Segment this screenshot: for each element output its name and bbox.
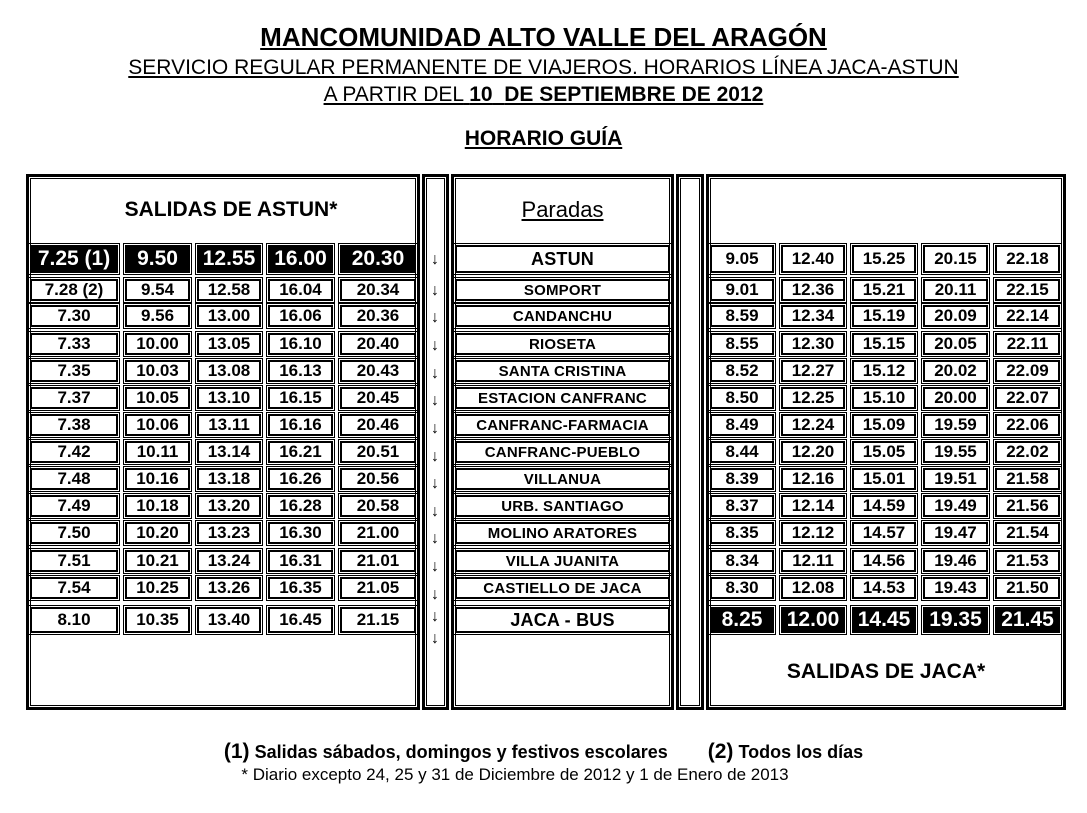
down-arrow-icon: ↓ [431,365,439,382]
down-arrow-icon: ↓ [431,475,439,492]
stop-name-cell: CANFRANC-PUEBLO [455,441,670,463]
astun-time-cell: 20.56 [340,468,416,490]
down-arrow-icon: ↓ [431,251,439,268]
jaca-time-cell: 21.56 [995,495,1060,517]
jaca-time-cell: 15.19 [852,305,916,327]
jaca-time-cell: 14.56 [852,550,916,572]
jaca-time-cell: 14.57 [852,522,916,544]
jaca-time-cell: 21.54 [995,522,1060,544]
document-subtitle: SERVICIO REGULAR PERMANENTE DE VIAJEROS. HORARIOS LÍNEA JACA-ASTUN [128,56,959,79]
jaca-time-cell: 12.16 [781,468,845,490]
jaca-time-cell: 19.59 [923,414,988,436]
astun-time-cell: 20.45 [340,387,416,409]
stop-name-cell: RIOSETA [455,333,670,355]
jaca-time-cell: 12.20 [781,441,845,463]
jaca-time-cell: 12.27 [781,360,845,382]
jaca-time-cell: 8.39 [710,468,774,490]
astun-time-cell: 20.51 [340,441,416,463]
astun-time-cell: 13.11 [197,414,261,436]
stop-name-cell: VILLA JUANITA [455,550,670,572]
down-arrow-icon: ↓ [431,420,439,437]
astun-time-cell: 10.18 [125,495,190,517]
jaca-time-cell: 15.09 [852,414,916,436]
stop-name-cell: CASTIELLO DE JACA [455,577,670,599]
astun-time-cell: 16.45 [268,607,333,633]
astun-time-cell: 8.10 [30,607,118,633]
down-arrow-icon: ↓ [431,337,439,354]
jaca-time-cell: 8.50 [710,387,774,409]
astun-time-cell: 13.00 [197,305,261,327]
astun-time-cell: 13.23 [197,522,261,544]
note-1-number: (1) [223,740,250,763]
astun-time-cell: 7.38 [30,414,118,436]
astun-time-cell: 12.55 [197,245,261,273]
jaca-time-cell: 22.07 [995,387,1060,409]
jaca-time-cell: 22.14 [995,305,1060,327]
astun-time-cell: 16.16 [268,414,333,436]
astun-time-cell: 13.18 [197,468,261,490]
astun-time-cell: 20.36 [340,305,416,327]
astun-time-cell: 10.20 [125,522,190,544]
jaca-time-cell: 19.43 [923,577,988,599]
jaca-time-cell: 8.59 [710,305,774,327]
notes-line [0,740,1087,764]
astun-time-cell: 9.56 [125,305,190,327]
jaca-time-cell: 22.02 [995,441,1060,463]
down-arrow-icon: ↓ [431,503,439,520]
jaca-time-cell: 22.18 [995,245,1060,273]
jaca-time-cell: 20.05 [923,333,988,355]
stop-name-cell: JACA - BUS [455,607,670,633]
astun-time-cell: 10.06 [125,414,190,436]
astun-time-cell: 16.13 [268,360,333,382]
jaca-time-cell: 22.11 [995,333,1060,355]
astun-time-cell: 20.43 [340,360,416,382]
astun-time-cell: 21.15 [340,607,416,633]
jaca-time-cell: 21.50 [995,577,1060,599]
down-arrow-icon: ↓ [431,282,439,299]
jaca-time-cell: 22.06 [995,414,1060,436]
astun-time-cell: 13.26 [197,577,261,599]
jaca-time-cell: 12.25 [781,387,845,409]
footnote: * Diario excepto 24, 25 y 31 de Diciembre de 2012 y 1 de Enero de 2013 [241,765,789,784]
jaca-time-cell: 15.15 [852,333,916,355]
jaca-time-cell: 8.25 [710,607,774,633]
astun-time-cell: 10.35 [125,607,190,633]
astun-time-cell: 13.24 [197,550,261,572]
jaca-time-cell: 12.12 [781,522,845,544]
jaca-time-cell: 20.00 [923,387,988,409]
jaca-time-cell: 15.21 [852,279,916,301]
jaca-time-cell: 14.45 [852,607,916,633]
jaca-time-cell: 12.24 [781,414,845,436]
astun-time-cell: 7.28 (2) [30,279,118,301]
astun-time-cell: 13.10 [197,387,261,409]
down-arrow-icon: ↓ [431,586,439,603]
jaca-time-cell: 8.52 [710,360,774,382]
jaca-time-cell: 15.25 [852,245,916,273]
note-1-text: Salidas sábados, domingos y festivos escolares [254,742,668,762]
jaca-time-cell: 15.01 [852,468,916,490]
astun-time-cell: 7.42 [30,441,118,463]
astun-time-cell: 21.01 [340,550,416,572]
astun-time-cell: 10.00 [125,333,190,355]
astun-time-cell: 16.06 [268,305,333,327]
note-2-text: Todos los días [738,742,864,762]
spacer-panel [676,174,704,710]
jaca-time-cell: 19.46 [923,550,988,572]
stop-name-cell: ASTUN [455,245,670,273]
astun-time-cell: 21.00 [340,522,416,544]
jaca-time-cell: 8.34 [710,550,774,572]
astun-time-cell: 16.04 [268,279,333,301]
stop-name-cell: CANDANCHU [455,305,670,327]
astun-time-cell: 7.30 [30,305,118,327]
astun-time-cell: 13.08 [197,360,261,382]
jaca-time-cell: 21.53 [995,550,1060,572]
astun-time-cell: 16.35 [268,577,333,599]
jaca-time-cell: 22.15 [995,279,1060,301]
down-arrow-icon: ↓ [431,392,439,409]
guide-heading: HORARIO GUÍA [464,127,623,150]
stop-name-cell: MOLINO ARATORES [455,522,670,544]
astun-time-cell: 12.58 [197,279,261,301]
astun-time-cell: 10.03 [125,360,190,382]
down-arrow-icon: ↓ [431,530,439,547]
astun-time-cell: 20.30 [340,245,416,273]
astun-time-cell: 13.05 [197,333,261,355]
astun-time-cell: 10.05 [125,387,190,409]
astun-time-cell: 7.48 [30,468,118,490]
jaca-time-cell: 8.35 [710,522,774,544]
astun-time-cell: 10.21 [125,550,190,572]
jaca-time-cell: 8.55 [710,333,774,355]
jaca-time-cell: 8.37 [710,495,774,517]
astun-time-cell: 7.50 [30,522,118,544]
astun-departures-label: SALIDAS DE ASTUN* [124,198,338,221]
jaca-time-cell: 21.45 [995,607,1060,633]
astun-time-cell: 16.31 [268,550,333,572]
jaca-time-cell: 19.35 [923,607,988,633]
jaca-time-cell: 19.49 [923,495,988,517]
astun-time-cell: 7.49 [30,495,118,517]
effective-date: A PARTIR DEL 10 DE SEPTIEMBRE DE 2012 [323,83,764,106]
jaca-time-cell: 20.15 [923,245,988,273]
astun-time-cell: 16.26 [268,468,333,490]
astun-time-cell: 16.10 [268,333,333,355]
jaca-time-cell: 19.47 [923,522,988,544]
jaca-time-cell: 12.34 [781,305,845,327]
stop-name-cell: SOMPORT [455,279,670,301]
document-title: MANCOMUNIDAD ALTO VALLE DEL ARAGÓN [260,22,827,52]
jaca-time-cell: 19.51 [923,468,988,490]
astun-time-cell: 7.33 [30,333,118,355]
astun-time-cell: 9.50 [125,245,190,273]
astun-time-cell: 16.00 [268,245,333,273]
jaca-time-cell: 20.11 [923,279,988,301]
stop-name-cell: VILLANUA [455,468,670,490]
astun-time-cell: 13.20 [197,495,261,517]
jaca-time-cell: 20.02 [923,360,988,382]
jaca-departures-label: SALIDAS DE JACA* [786,660,986,683]
astun-time-cell: 7.51 [30,550,118,572]
jaca-time-cell: 14.59 [852,495,916,517]
jaca-time-cell: 15.05 [852,441,916,463]
astun-time-cell: 13.40 [197,607,261,633]
jaca-time-cell: 12.08 [781,577,845,599]
astun-time-cell: 20.40 [340,333,416,355]
jaca-time-cell: 20.09 [923,305,988,327]
astun-time-cell: 20.46 [340,414,416,436]
jaca-time-cell: 12.11 [781,550,845,572]
jaca-time-cell: 15.10 [852,387,916,409]
astun-time-cell: 9.54 [125,279,190,301]
stops-label: Paradas [521,197,604,222]
astun-time-cell: 20.58 [340,495,416,517]
astun-time-cell: 16.28 [268,495,333,517]
jaca-time-cell: 12.40 [781,245,845,273]
jaca-time-cell: 14.53 [852,577,916,599]
astun-time-cell: 7.37 [30,387,118,409]
astun-time-cell: 16.21 [268,441,333,463]
jaca-time-cell: 22.09 [995,360,1060,382]
down-arrow-icon: ↓ [431,608,439,625]
stop-name-cell: SANTA CRISTINA [455,360,670,382]
jaca-time-cell: 8.30 [710,577,774,599]
astun-time-cell: 10.25 [125,577,190,599]
astun-time-cell: 16.30 [268,522,333,544]
jaca-time-cell: 15.12 [852,360,916,382]
astun-time-cell: 20.34 [340,279,416,301]
astun-time-cell: 16.15 [268,387,333,409]
astun-time-cell: 10.16 [125,468,190,490]
down-arrow-icon: ↓ [431,309,439,326]
down-arrow-icon: ↓ [431,558,439,575]
stop-name-cell: URB. SANTIAGO [455,495,670,517]
jaca-time-cell: 8.44 [710,441,774,463]
astun-time-cell: 7.25 (1) [30,245,118,273]
down-arrow-icon: ↓ [431,630,439,647]
jaca-time-cell: 12.30 [781,333,845,355]
jaca-time-cell: 12.14 [781,495,845,517]
astun-time-cell: 21.05 [340,577,416,599]
jaca-time-cell: 9.05 [710,245,774,273]
astun-time-cell: 7.54 [30,577,118,599]
astun-time-cell: 10.11 [125,441,190,463]
jaca-time-cell: 12.00 [781,607,845,633]
stop-name-cell: ESTACION CANFRANC [455,387,670,409]
note-2-number: (2) [707,740,734,763]
astun-time-cell: 13.14 [197,441,261,463]
jaca-time-cell: 12.36 [781,279,845,301]
astun-time-cell: 7.35 [30,360,118,382]
jaca-time-cell: 9.01 [710,279,774,301]
down-arrow-icon: ↓ [431,448,439,465]
stop-name-cell: CANFRANC-FARMACIA [455,414,670,436]
jaca-time-cell: 21.58 [995,468,1060,490]
jaca-time-cell: 19.55 [923,441,988,463]
jaca-time-cell: 8.49 [710,414,774,436]
